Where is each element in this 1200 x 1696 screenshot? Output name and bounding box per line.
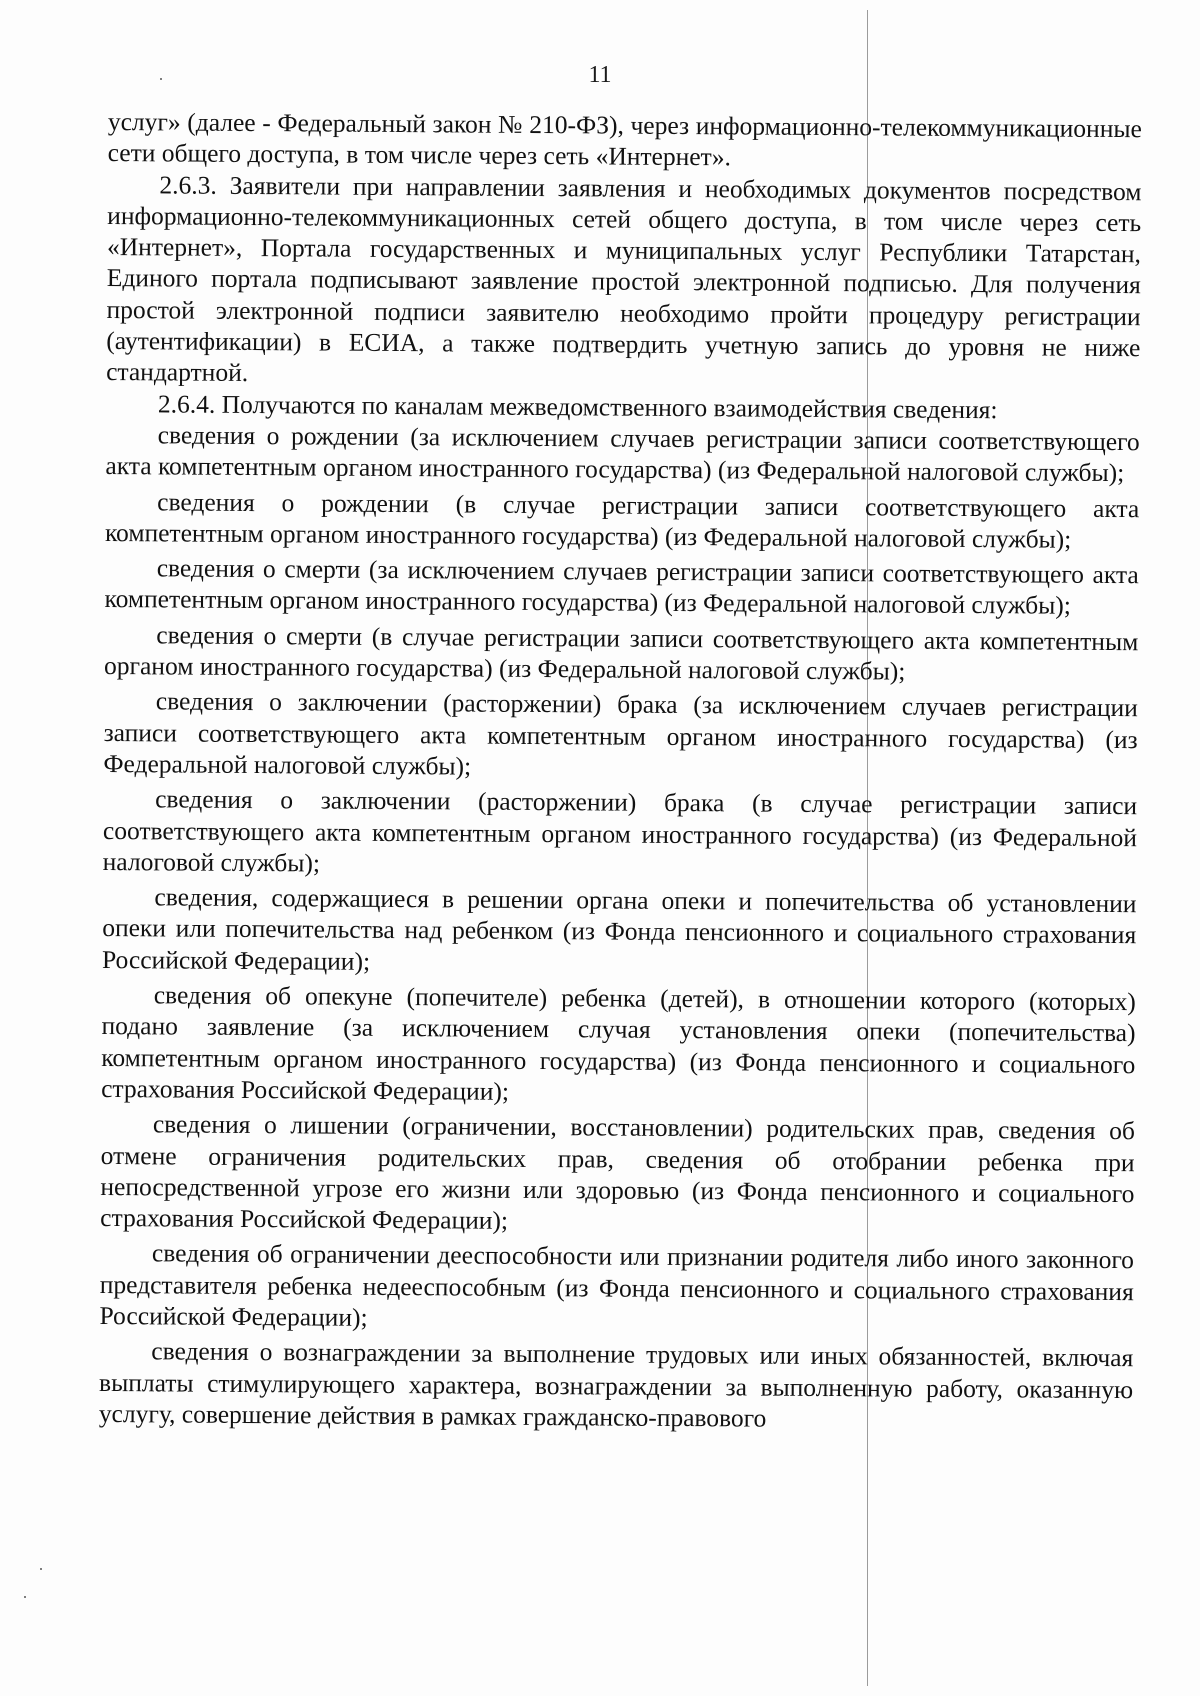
paragraph: сведения о заключении (расторжении) брака (за исключением случаев регистрации записи соответствующего акта компетентным органом иностранного государства) (из Федеральной налоговой службы); bbox=[103, 686, 1138, 781]
paragraph: 2.6.4. Получаются по каналам межведомственного взаимодействия сведения: bbox=[157, 389, 998, 424]
paragraph: сведения о заключении (расторжении) брака (в случае регистрации записи соответствующего акта компетентным органом иностранного государства) (из Федеральной налоговой службы); bbox=[102, 784, 1138, 878]
paragraph: сведения о рождении (за исключением случаев регистрации записи соответствующего акта компетентным органом иностранного государства) (из Федеральной налоговой службы); bbox=[105, 420, 1140, 488]
page-number: 11 bbox=[588, 62, 612, 88]
paragraph: сведения об ограничении дееспособности или признании родителя либо иного законного представителя ребенка недееспособным (из Фонда пенсионного и социального страхования Российской Федерации); bbox=[99, 1238, 1135, 1332]
paragraph: сведения, содержащиеся в решении органа опеки и попечительства об установлении опеки или попечительства над ребенком (из Фонда пенсионного и социального страхования Российской Федерации); bbox=[101, 882, 1137, 976]
paragraph: сведения о вознаграждении за выполнение трудовых или иных обязанностей, включая выплаты стимулирующего характера, вознаграждении за выполненную работу, оказанную услугу, совершение действия в рамках гражданско-правового bbox=[98, 1336, 1134, 1433]
paragraph: услуг» (далее - Федеральный закон № 210-ФЗ), через информационно-телекоммуникационные сети общего доступа, в том числе через сеть «Интернет». bbox=[107, 106, 1142, 172]
scan-speck bbox=[24, 1596, 26, 1598]
paragraph: сведения о смерти (в случае регистрации записи соответствующего акта компетентным органом иностранного государства) (из Федеральной налоговой службы); bbox=[103, 620, 1139, 686]
paragraph: сведения об опекуне (попечителе) ребенка (детей), в отношении которого (которых) подано заявление (за исключением случая установления опеки (попечительства) компетентным органом иностранного государства) (из Фонда пенсионного и социального страхования Российской Федерации); bbox=[101, 980, 1136, 1106]
paragraph: 2.6.3. Заявители при направлении заявления и необходимых документов посредством информационно-телекоммуникационных сетей общего доступа, в том числе через сеть «Интернет», Портала государственных и муниципальных услуг Республики Татарстан, Единого портала подписывают заявление простой электронной подписью. Для получения простой электронной подписи заявителю необходимо пройти процедуру регистрации (аутентификации) в ЕСИА, а также подтвердить учетную запись до уровня не ниже стандартной. bbox=[106, 169, 1142, 388]
paragraph: сведения о рождении (в случае регистрации записи соответствующего акта компетентным органом иностранного государства) (из Федеральной налоговой службы); bbox=[104, 486, 1140, 554]
paragraph: сведения о лишении (ограничении, восстановлении) родительских прав, сведения об отмене ограничения родительских прав, сведения об отобрании ребенка при непосредственной угрозе его жизни или здоровью (из Фонда пенсионного и социального страхования Российской Федерации); bbox=[100, 1109, 1135, 1235]
paragraph: сведения о смерти (за исключением случаев регистрации записи соответствующего акта компетентным органом иностранного государства) (из Федеральной налоговой службы); bbox=[104, 553, 1139, 621]
scan-speck bbox=[40, 1568, 42, 1570]
document-body bbox=[99, 106, 1142, 1436]
